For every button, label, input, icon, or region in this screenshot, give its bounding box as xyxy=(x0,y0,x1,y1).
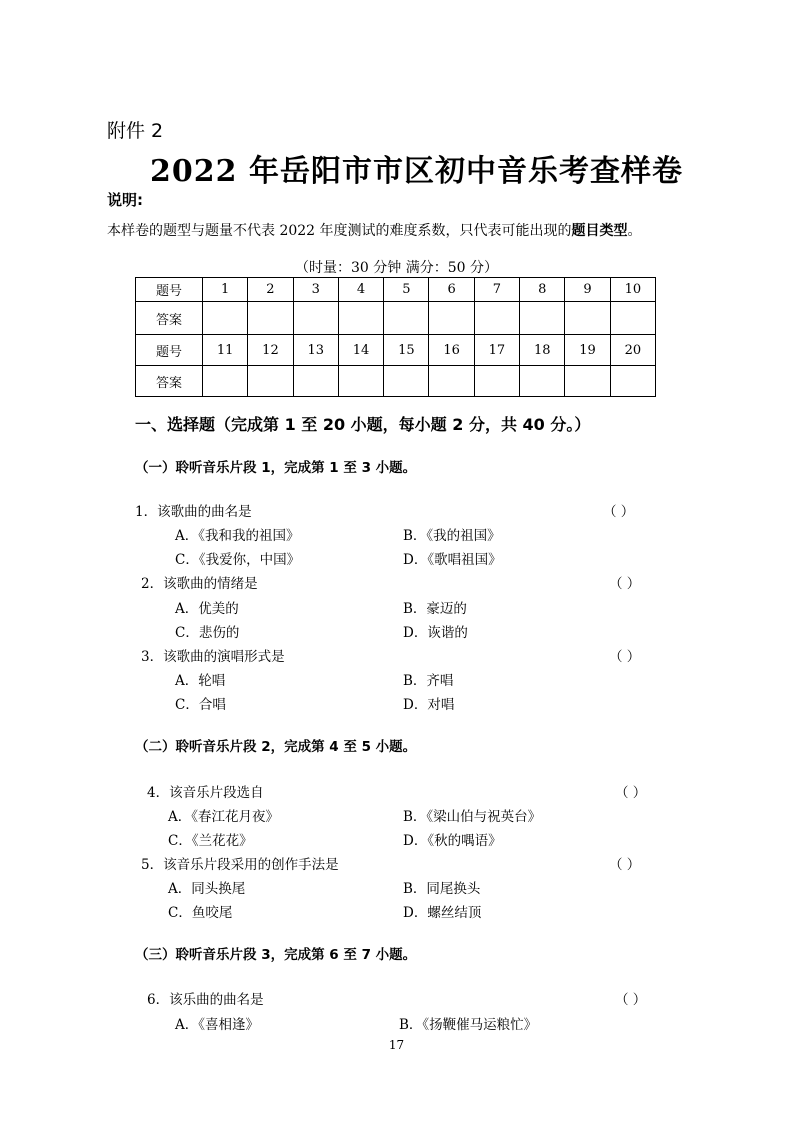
group-title: （二）聆听音乐片段 2，完成第 4 至 5 小题。 xyxy=(135,739,417,755)
option-c[interactable]: C．鱼咬尾 xyxy=(168,905,233,921)
answer-blank[interactable]: （ ） xyxy=(603,504,635,520)
answer-blank[interactable]: （ ） xyxy=(609,649,641,665)
option-d[interactable]: D．《歌唱祖国》 xyxy=(403,552,502,568)
question-stem: 6．该乐曲的曲名是 xyxy=(147,992,264,1008)
answer-cell[interactable] xyxy=(384,302,429,335)
table-cell: 6 xyxy=(429,278,474,302)
table-cell: 10 xyxy=(610,278,655,302)
answer-cell[interactable] xyxy=(474,302,519,335)
table-cell: 14 xyxy=(338,335,383,366)
table-cell: 2 xyxy=(248,278,293,302)
table-cell: 8 xyxy=(520,278,565,302)
table-label: 题号 xyxy=(136,278,203,302)
option-a[interactable]: A．《我和我的祖国》 xyxy=(175,528,300,544)
answer-blank[interactable]: （ ） xyxy=(615,992,647,1008)
table-cell: 7 xyxy=(474,278,519,302)
table-cell: 20 xyxy=(610,335,655,366)
table-cell: 1 xyxy=(203,278,248,302)
option-b[interactable]: B．《梁山伯与祝英台》 xyxy=(403,809,542,825)
table-cell: 16 xyxy=(429,335,474,366)
option-c[interactable]: C．《兰花花》 xyxy=(168,833,253,849)
option-d[interactable]: D．《秋的喁语》 xyxy=(403,833,502,849)
table-row xyxy=(136,335,656,366)
note-text-main: 本样卷的题型与题量不代表 2022 年度测试的难度系数，只代表可能出现的 xyxy=(107,223,572,239)
answer-cell[interactable] xyxy=(610,302,655,335)
option-b[interactable]: B．《扬鞭催马运粮忙》 xyxy=(399,1017,538,1033)
answer-blank[interactable]: （ ） xyxy=(615,785,647,801)
option-a[interactable]: A．《喜相逢》 xyxy=(175,1017,259,1033)
table-cell: 9 xyxy=(565,278,610,302)
option-c[interactable]: C．悲伤的 xyxy=(175,625,240,641)
table-cell: 11 xyxy=(203,335,248,366)
answer-cell[interactable] xyxy=(338,302,383,335)
option-a[interactable]: A．《春江花月夜》 xyxy=(168,809,279,825)
table-cell: 18 xyxy=(520,335,565,366)
answer-cell[interactable] xyxy=(293,366,338,397)
answer-blank[interactable]: （ ） xyxy=(609,576,641,592)
table-label: 答案 xyxy=(136,366,203,397)
answer-cell[interactable] xyxy=(520,302,565,335)
note-heading: 说明: xyxy=(107,191,143,209)
table-cell: 17 xyxy=(474,335,519,366)
table-row xyxy=(136,278,656,302)
option-c[interactable]: C．《我爱你，中国》 xyxy=(175,552,301,568)
answer-cell[interactable] xyxy=(203,366,248,397)
option-a[interactable]: A．轮唱 xyxy=(175,673,226,689)
note-text-bold: 题目类型 xyxy=(571,223,628,239)
option-d[interactable]: D．诙谐的 xyxy=(403,625,468,641)
page-title: 2022 年岳阳市市区初中音乐考查样卷 xyxy=(150,154,683,189)
answer-table xyxy=(135,277,656,397)
option-b[interactable]: B．同尾换头 xyxy=(403,881,481,897)
question-stem: 5．该音乐片段采用的创作手法是 xyxy=(141,857,339,873)
answer-cell[interactable] xyxy=(338,366,383,397)
answer-cell[interactable] xyxy=(565,366,610,397)
question-stem: 2．该歌曲的情绪是 xyxy=(141,576,258,592)
table-label: 题号 xyxy=(136,335,203,366)
table-cell: 4 xyxy=(338,278,383,302)
answer-blank[interactable]: （ ） xyxy=(609,857,641,873)
answer-cell[interactable] xyxy=(429,302,474,335)
attachment-label: 附件 2 xyxy=(107,120,164,142)
table-cell: 12 xyxy=(248,335,293,366)
answer-cell[interactable] xyxy=(429,366,474,397)
option-b[interactable]: B．齐唱 xyxy=(403,673,454,689)
answer-cell[interactable] xyxy=(384,366,429,397)
note-text xyxy=(107,220,642,240)
table-row xyxy=(136,366,656,397)
table-cell: 3 xyxy=(293,278,338,302)
answer-cell[interactable] xyxy=(520,366,565,397)
option-b[interactable]: B．《我的祖国》 xyxy=(403,528,501,544)
table-cell: 5 xyxy=(384,278,429,302)
option-b[interactable]: B．豪迈的 xyxy=(403,601,467,617)
table-label: 答案 xyxy=(136,302,203,335)
table-row xyxy=(136,302,656,335)
question-stem: 3．该歌曲的演唱形式是 xyxy=(141,649,285,665)
option-c[interactable]: C．合唱 xyxy=(175,697,226,713)
answer-cell[interactable] xyxy=(293,302,338,335)
time-info: （时量：30 分钟 满分：50 分） xyxy=(295,260,498,276)
option-a[interactable]: A．优美的 xyxy=(175,601,239,617)
answer-cell[interactable] xyxy=(565,302,610,335)
answer-cell[interactable] xyxy=(248,302,293,335)
note-text-end: 。 xyxy=(627,223,642,239)
question-stem: 1．该歌曲的曲名是 xyxy=(135,504,252,520)
option-a[interactable]: A．同头换尾 xyxy=(168,881,246,897)
group-title: （一）聆听音乐片段 1，完成第 1 至 3 小题。 xyxy=(135,460,417,476)
answer-cell[interactable] xyxy=(248,366,293,397)
answer-cell[interactable] xyxy=(610,366,655,397)
page-number: 17 xyxy=(388,1038,405,1052)
table-cell: 19 xyxy=(565,335,610,366)
question-stem: 4．该音乐片段选自 xyxy=(147,785,264,801)
answer-cell[interactable] xyxy=(203,302,248,335)
option-d[interactable]: D．螺丝结顶 xyxy=(403,905,482,921)
answer-cell[interactable] xyxy=(474,366,519,397)
table-cell: 15 xyxy=(384,335,429,366)
group-title: （三）聆听音乐片段 3，完成第 6 至 7 小题。 xyxy=(135,947,417,963)
section-title: 一、选择题（完成第 1 至 20 小题，每小题 2 分，共 40 分。） xyxy=(135,415,591,434)
option-d[interactable]: D．对唱 xyxy=(403,697,455,713)
table-cell: 13 xyxy=(293,335,338,366)
